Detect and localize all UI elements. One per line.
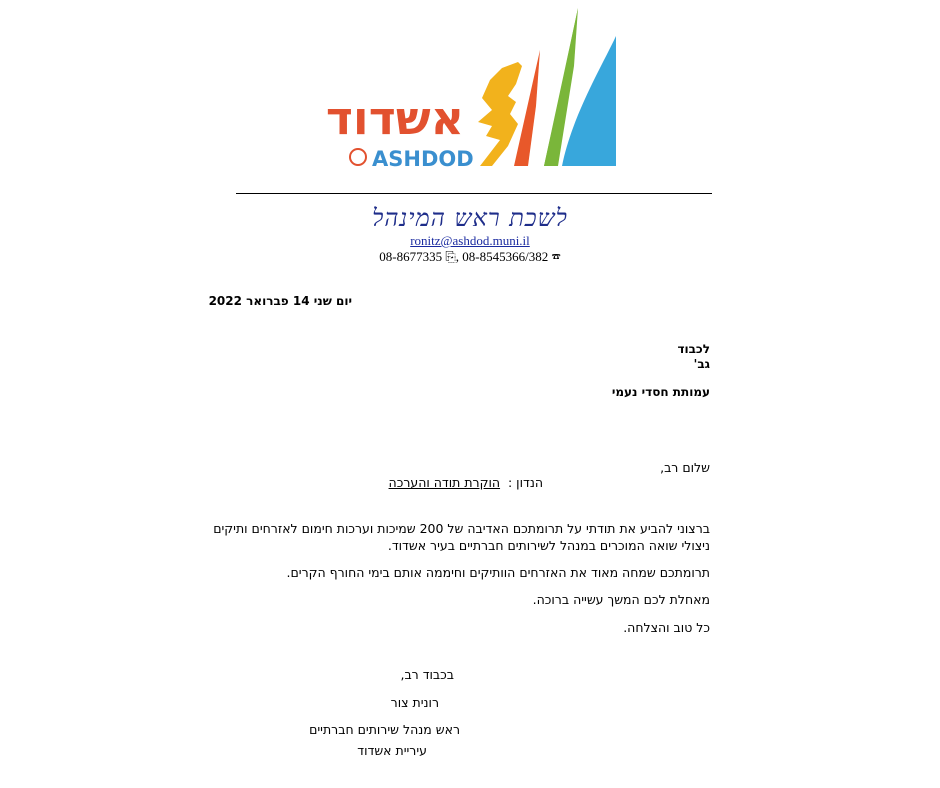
logo-latin-text: ASHDOD bbox=[372, 147, 474, 170]
logo-emblem-icon bbox=[350, 149, 366, 165]
paragraph-3: מאחלת לכם המשך עשייה ברוכה. bbox=[532, 592, 710, 607]
recipient-org: עמותת חסדי נעמי bbox=[611, 385, 710, 399]
subject-text: הוקרת תודה והערכה bbox=[388, 475, 501, 490]
paragraph-1-line-1: ברצוני להביע את תודתי על תרומתכם האדיבה של 200 שמיכות וערכות חימום לאזרחים ותיקים bbox=[213, 521, 710, 536]
signature-city: עיריית אשדוד bbox=[357, 743, 427, 758]
paragraph-1-line-2: ניצולי שואה המוכרים במנהל לשירותים חברתיים בעיר אשדוד. bbox=[387, 538, 710, 553]
paragraph-4: כל טוב והצלחה. bbox=[623, 620, 710, 635]
contact-line: 08-8677335 ⎘, 08-8545366/382 ☎ bbox=[379, 249, 561, 264]
letter-date: יום שני 14 פברואר 2022 bbox=[208, 294, 352, 308]
signature-title: ראש מנהל שירותים חברתיים bbox=[309, 722, 460, 737]
fax-number: 08-8677335 bbox=[379, 249, 443, 264]
subject-label: הנדון : bbox=[508, 475, 543, 490]
signature-name: רונית צור bbox=[390, 695, 439, 710]
subject-line bbox=[389, 475, 543, 490]
signature-closing: בכבוד רב, bbox=[400, 667, 454, 682]
logo-yellow-face bbox=[478, 62, 522, 166]
paragraph-2: תרומתכם שמחה מאוד את האזרחים הוותיקים וחיממה אותם בימי החורף הקרים. bbox=[286, 565, 710, 580]
logo-hebrew-text: אשדוד bbox=[325, 91, 465, 145]
fax-icon: ⎘ bbox=[445, 249, 456, 264]
recipient-honor: לכבוד bbox=[677, 342, 710, 356]
telephone-icon: ☎ bbox=[551, 249, 561, 264]
recipient-name: גב' bbox=[693, 357, 710, 371]
greeting: שלום רב, bbox=[660, 460, 710, 475]
ashdod-logo bbox=[322, 6, 618, 170]
phone-number: 08-8545366/382 bbox=[462, 249, 549, 264]
header-rule bbox=[236, 193, 712, 194]
email-link[interactable]: ronitz@ashdod.muni.il bbox=[410, 233, 530, 248]
office-title: לשכת ראש המינהל bbox=[372, 204, 568, 232]
